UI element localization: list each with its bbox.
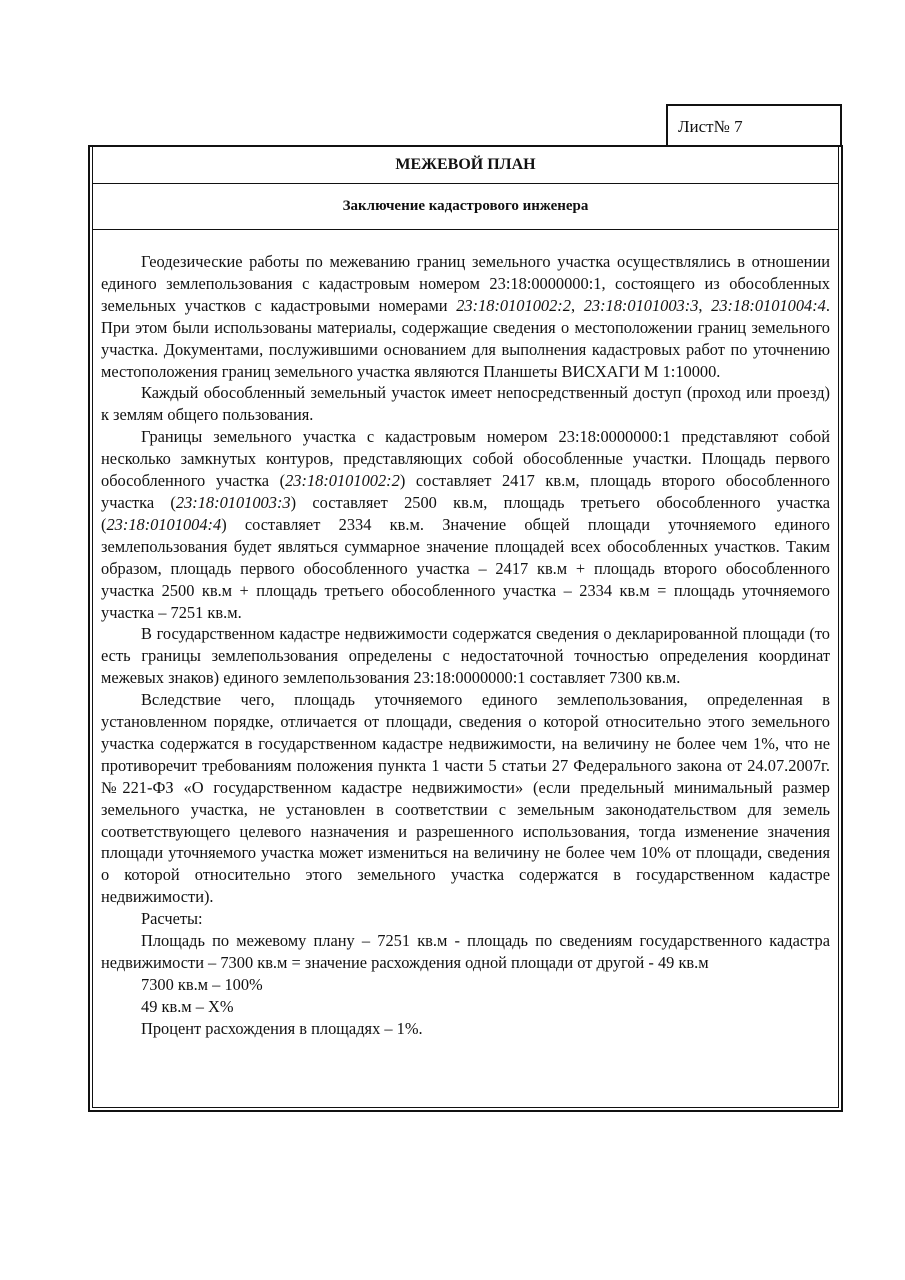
paragraph-geodetic-works: Геодезические работы по межеванию границ земельного участка осуществлялись в отношении единого землепользования с кадастровым номером 23:18:0000000:1, состоящего из обособленных земельных участков с кадастровыми номерами 23:18:0101002:2, 23:18:0101003:3, 23:18:0101004:4. При этом были использованы материалы, содержащие сведения о местоположении границ земельного участка. Документами, послужившими основанием для выполнения кадастровых работ по уточнению местоположения границ земельного участка являются Планшеты ВИСХАГИ М 1:10000. xyxy=(101,252,830,381)
section-title: Заключение кадастрового инженера xyxy=(93,184,838,230)
sheet-number-label: Лист№ 7 xyxy=(678,117,743,136)
paragraph-access: Каждый обособленный земельный участок имеет непосредственный доступ (проход или проезд) к землям общего пользования. xyxy=(101,383,830,425)
calculation-line: 49 кв.м – Х% xyxy=(141,996,234,1016)
paragraph-boundaries: Границы земельного участка с кадастровым номером 23:18:0000000:1 представляют собой несколько замкнутых контуров, представляющих собой обособленные участки. Площадь первого обособленного участка (23:18:0101002:2) составляет 2417 кв.м, площадь второго обособленного участка (23:18:0101003:3) составляет 2500 кв.м, площадь третьего обособленного участка (23:18:0101004:4) составляет 2334 кв.м. Значение общей площади уточняемого единого землепользования будет являться суммарное значение площадей всех обособленных участков. Таким образом, площадь первого обособленного участка – 2417 кв.м + площадь второго обособленного участка 2500 кв.м + площадь третьего обособленного участка – 2334 кв.м = площадь уточняемого участка – 7251 кв.м. xyxy=(101,427,830,622)
calculation-line: Площадь по межевому плану – 7251 кв.м - площадь по сведениям государственного кадастра недвижимости – 7300 кв.м = значение расхождения одной площади от другой - 49 кв.м xyxy=(101,931,830,972)
document-title: МЕЖЕВОЙ ПЛАН xyxy=(93,147,838,184)
calculation-line: 7300 кв.м – 100% xyxy=(141,974,263,994)
sheet-number-box xyxy=(666,104,842,146)
document-frame-inner xyxy=(92,147,839,1108)
calculations-heading: Расчеты: xyxy=(141,909,203,929)
cadastral-number: 23:18:0101003:3 xyxy=(175,492,291,512)
calculation-result: Процент расхождения в площадях – 1%. xyxy=(141,1018,423,1038)
cadastral-number: 23:18:0101004:4 xyxy=(711,295,826,315)
cadastral-number: 23:18:0101002:2 xyxy=(285,471,400,491)
cadastral-number: 23:18:0101004:4 xyxy=(106,514,222,534)
cadastral-number: 23:18:0101003:3 xyxy=(583,295,699,315)
paragraph-area-difference: Вследствие чего, площадь уточняемого единого землепользования, определенная в установленном порядке, отличается от площади, сведения о которой относительно этого земельного участка содержатся в государственном кадастре недвижимости, на величину не более чем 1%, что не противоречит требованиям положения пункта 1 части 5 статьи 27 Федерального закона от 24.07.2007г. №221-ФЗ «О государственном кадастре недвижимости» (если предельный минимальный размер земельного участка, не установлен в соответствии с земельным законодательством для земель соответствующего целевого назначения и разрешенного использования, тогда изменение значения площади уточняемого участка может измениться на величину не более чем 10% от площади, сведения о которой относительно этого земельного участка содержатся в государственном кадастре недвижимости). xyxy=(101,690,830,907)
engineer-conclusion-text xyxy=(101,251,830,1040)
document-frame xyxy=(88,145,843,1112)
cadastral-number: 23:18:0101002:2 xyxy=(456,295,571,315)
paragraph-declared-area: В государственном кадастре недвижимости содержатся сведения о декларированной площади (то есть границы землепользования определены с недостаточной точностью определения координат межевых знаков) единого землепользования 23:18:0000000:1 составляет 7300 кв.м. xyxy=(101,624,830,688)
